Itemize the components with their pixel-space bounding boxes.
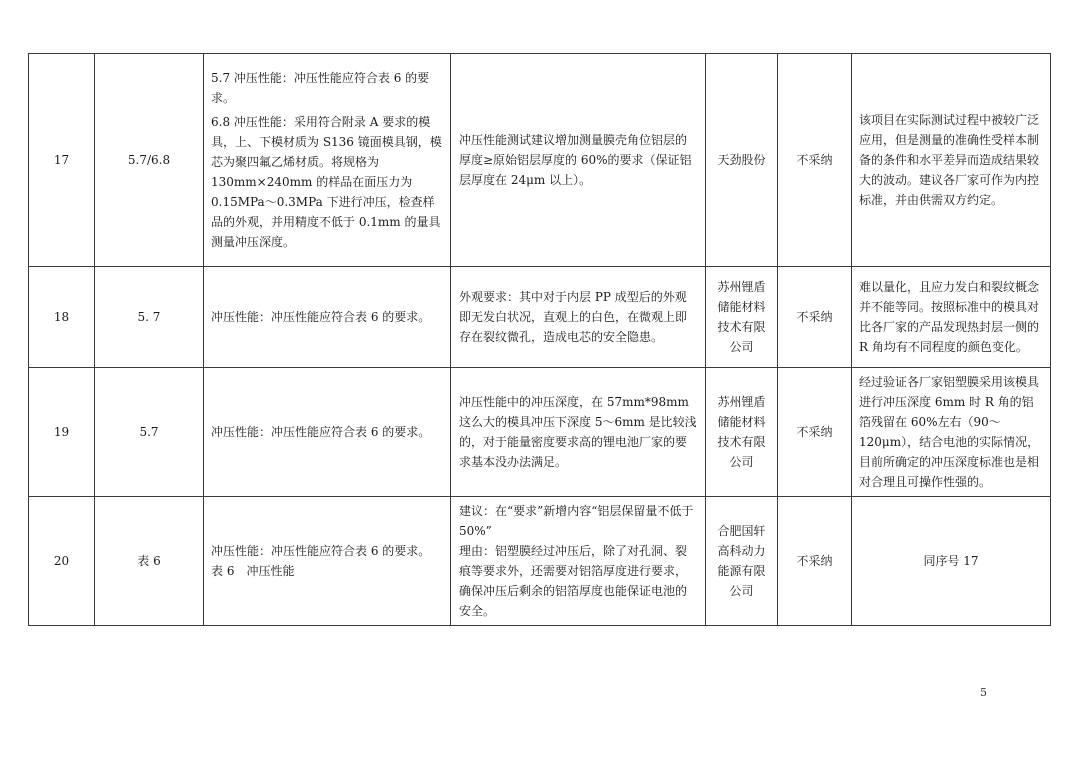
row-number: 17 (29, 54, 95, 267)
clause-number: 5.7/6.8 (95, 54, 204, 267)
row-number: 19 (29, 368, 95, 497)
suggestion-text-para: 外观要求：其中对于内层 PP 成型后的外观即无发白状况，直观上的白色，在微观上即存在裂纹微孔，造成电芯的安全隐患。 (459, 290, 688, 344)
handling-reason: 难以量化，且应力发白和裂纹概念并不能等同。按照标准中的模具对比各厂家的产品发现热封层一侧的 R 角均有不同程度的颜色变化。 (852, 267, 1051, 368)
clause-number: 5. 7 (95, 267, 204, 368)
original-text-line: 表 6 冲压性能 (211, 564, 295, 578)
handling-result: 不采纳 (778, 497, 852, 626)
proposing-unit: 合肥国轩高科动力能源有限公司 (706, 497, 778, 626)
suggestion-text-line: 建议：在“要求”新增内容“铝层保留量不低于 50%” (459, 504, 694, 538)
table-row (29, 497, 1051, 626)
row-number: 18 (29, 267, 95, 368)
table-row (29, 54, 1051, 267)
suggestion-text-line: 理由：铝塑膜经过冲压后，除了对孔洞、裂痕等要求外，还需要对铝箔厚度进行要求，确保冲压后剩余的铝箔厚度也能保证电池的安全。 (459, 544, 688, 618)
original-text (204, 368, 451, 497)
comment-table (28, 53, 1051, 626)
clause-number: 表 6 (95, 497, 204, 626)
proposing-unit: 天劲股份 (706, 54, 778, 267)
handling-result: 不采纳 (778, 368, 852, 497)
original-text-para: 5.7 冲压性能：冲压性能应符合表 6 的要求。 (211, 71, 430, 105)
suggestion-text (451, 54, 706, 267)
original-text-para: 6.8 冲压性能：采用符合附录 A 要求的模具，上、下模材质为 S136 镜面模具钢，模芯为聚四氟乙烯材质。将规格为 130mm×240mm 的样品在面压力为 0.15MPa～0.3MPa 下进行冲压，检查样品的外观，并用精度不低于 0.1mm 的量具测量冲压深度。 (211, 115, 442, 249)
original-text-para: 冲压性能：冲压性能应符合表 6 的要求。 (211, 310, 431, 324)
original-text-line: 冲压性能：冲压性能应符合表 6 的要求。 (211, 544, 431, 558)
suggestion-text (451, 368, 706, 497)
table-row (29, 267, 1051, 368)
handling-result: 不采纳 (778, 54, 852, 267)
suggestion-text (451, 497, 706, 626)
handling-reason: 同序号 17 (852, 497, 1051, 626)
original-text (204, 497, 451, 626)
page-number: 5 (980, 686, 987, 699)
original-text-para: 冲压性能：冲压性能应符合表 6 的要求。 (211, 425, 431, 439)
handling-reason: 经过验证各厂家铝塑膜采用该模具进行冲压深度 6mm 时 R 角的铝箔残留在 60%左右（90～120μm），结合电池的实际情况，目前所确定的冲压深度标准也是相对合理且可操作性强的。 (852, 368, 1051, 497)
suggestion-text-para: 冲压性能测试建议增加测量膜壳角位铝层的厚度≥原始铝层厚度的 60%的要求（保证铝层厚度在 24μm 以上）。 (459, 133, 692, 187)
proposing-unit: 苏州锂盾储能材料技术有限公司 (706, 267, 778, 368)
original-text (204, 267, 451, 368)
suggestion-text-para: 冲压性能中的冲压深度，在 57mm*98mm 这么大的模具冲压下深度 5～6mm 是比较浅的，对于能量密度要求高的锂电池厂家的要求基本没办法满足。 (459, 395, 697, 469)
row-number: 20 (29, 497, 95, 626)
proposing-unit: 苏州锂盾储能材料技术有限公司 (706, 368, 778, 497)
handling-result: 不采纳 (778, 267, 852, 368)
table-row (29, 368, 1051, 497)
handling-reason: 该项目在实际测试过程中被较广泛应用，但是测量的准确性受样本制备的条件和水平差异而造成结果较大的波动。建议各厂家可作为内控标准，并由供需双方约定。 (852, 54, 1051, 267)
clause-number: 5.7 (95, 368, 204, 497)
original-text (204, 54, 451, 267)
suggestion-text (451, 267, 706, 368)
